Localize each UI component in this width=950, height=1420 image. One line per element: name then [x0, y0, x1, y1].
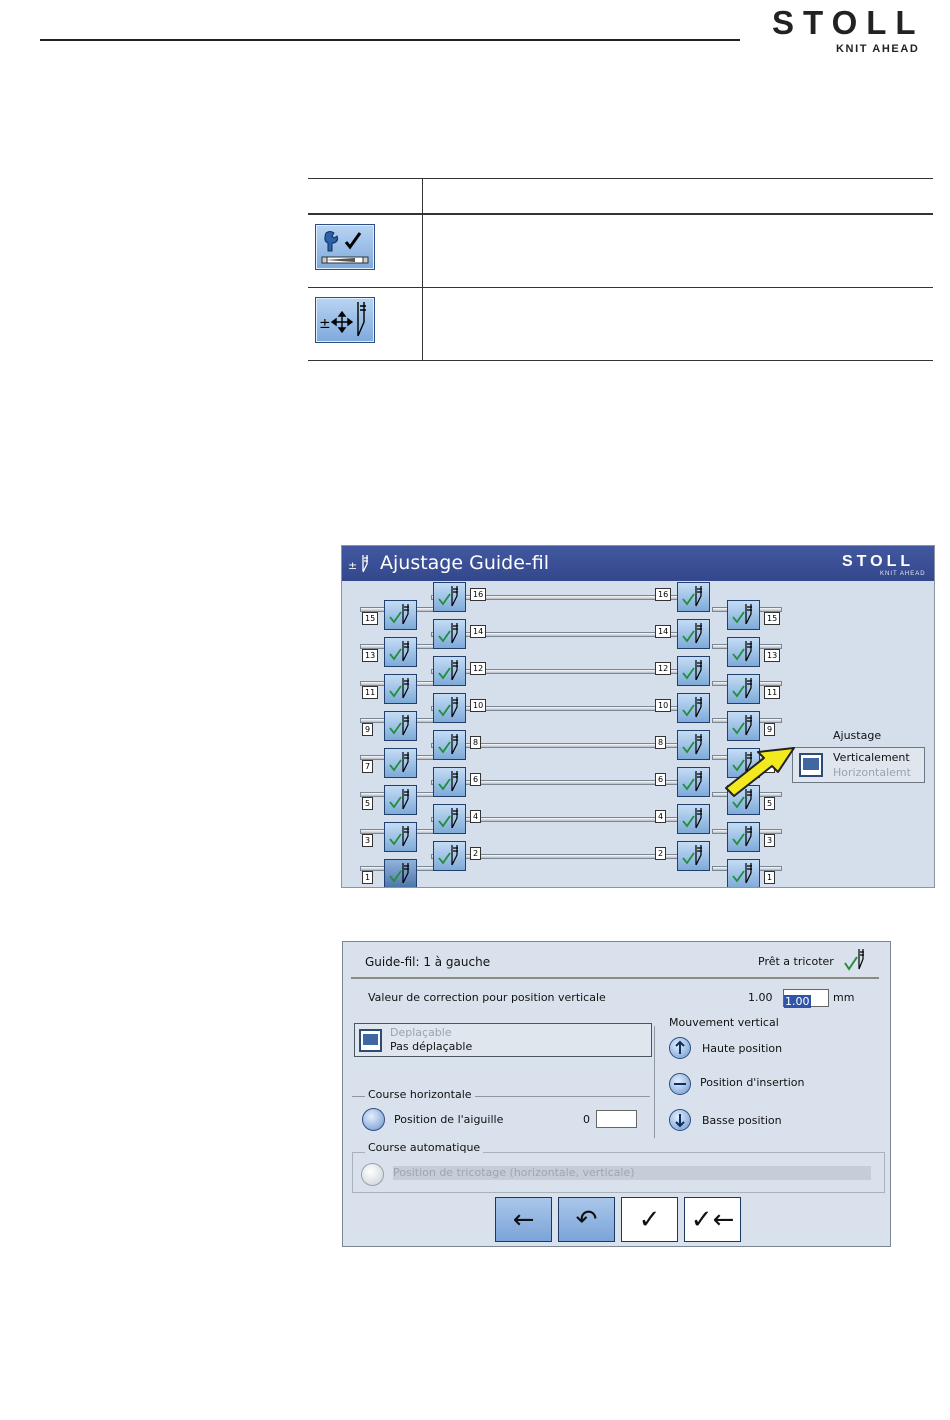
- feeder-number: 16: [655, 588, 671, 601]
- feeder-button[interactable]: [727, 674, 760, 704]
- feeder-rail: [431, 817, 679, 822]
- adjust-option-horizontal: Horizontalemt: [833, 766, 911, 779]
- movable-option-active: Pas déplaçable: [390, 1040, 473, 1053]
- feeder-number: 6: [655, 773, 666, 786]
- feeder-button[interactable]: [727, 637, 760, 667]
- vertical-group-border: [654, 1026, 655, 1138]
- feeder-button[interactable]: [433, 767, 466, 797]
- feeder-button[interactable]: [727, 600, 760, 630]
- needle-position-value: 0: [583, 1113, 590, 1126]
- feeder-number: 10: [655, 699, 671, 712]
- correction-current-value: 1.00: [748, 991, 773, 1004]
- feeder-button[interactable]: [677, 804, 710, 834]
- adjust-confirm-icon: [315, 224, 375, 270]
- feeder-button[interactable]: [433, 656, 466, 686]
- feeder-number: 6: [470, 773, 481, 786]
- feeder-button[interactable]: [384, 859, 417, 888]
- toggle-switch-icon: [799, 753, 823, 777]
- vertical-low-label: Basse position: [702, 1114, 782, 1127]
- stoll-logo: STOLL: [772, 4, 925, 41]
- feeder-number: 11: [362, 686, 378, 699]
- feeder-button[interactable]: [384, 637, 417, 667]
- correction-input[interactable]: [783, 989, 829, 1007]
- movable-toggle[interactable]: [354, 1023, 652, 1057]
- feeder-number: 4: [655, 810, 666, 823]
- feeder-app-icon: [348, 553, 372, 575]
- svg-text:±: ±: [319, 316, 331, 332]
- vertical-insert-label: Position d'insertion: [700, 1076, 805, 1089]
- svg-text:±: ±: [348, 559, 358, 572]
- title-separator: [351, 977, 879, 979]
- vertical-high-label: Haute position: [702, 1042, 783, 1055]
- feeder-button[interactable]: [727, 822, 760, 852]
- feeder-button[interactable]: [433, 619, 466, 649]
- needle-position-label: Position de l'aiguille: [394, 1113, 504, 1126]
- feeder-number: 13: [362, 649, 378, 662]
- feeder-rail: [431, 632, 679, 637]
- horizontal-group-label: Course horizontale: [365, 1088, 475, 1101]
- feeder-button[interactable]: [433, 730, 466, 760]
- adjust-option-vertical: Verticalement: [833, 751, 910, 764]
- feeder-button[interactable]: [433, 693, 466, 723]
- adjust-direction-toggle[interactable]: [792, 747, 925, 783]
- feeder-button[interactable]: [727, 711, 760, 741]
- feeder-number: 8: [470, 736, 481, 749]
- adjust-group-label: Ajustage: [833, 729, 882, 742]
- undo-button[interactable]: ↶: [558, 1197, 615, 1242]
- auto-option-label: Position de tricotage (horizontale, verticale): [393, 1166, 871, 1180]
- feeder-button[interactable]: [433, 804, 466, 834]
- feeder-button[interactable]: [384, 711, 417, 741]
- feeder-number: 3: [764, 834, 775, 847]
- feeder-button[interactable]: [677, 656, 710, 686]
- feeder-number: 15: [362, 612, 378, 625]
- feeder-number: 8: [655, 736, 666, 749]
- feeder-number: 11: [764, 686, 780, 699]
- feeder-number: 14: [470, 625, 486, 638]
- feeder-number: 14: [655, 625, 671, 638]
- feeder-button[interactable]: [677, 841, 710, 871]
- feeder-number: 12: [470, 662, 486, 675]
- back-button[interactable]: ←: [495, 1197, 552, 1242]
- feeder-number: 3: [362, 834, 373, 847]
- feeder-rail: [431, 854, 679, 859]
- feeder-rail: [431, 706, 679, 711]
- feeder-detail-dialog: [342, 941, 891, 1247]
- feeder-button[interactable]: [677, 619, 710, 649]
- pointer-arrow-icon: [722, 742, 802, 802]
- feeder-button[interactable]: [433, 841, 466, 871]
- title-bar: [342, 546, 934, 581]
- table-row-rule: [308, 287, 933, 288]
- dialog-title: Guide-fil: 1 à gauche: [365, 955, 491, 969]
- stoll-logo-tagline: KNIT AHEAD: [836, 43, 920, 55]
- feeder-number: 12: [655, 662, 671, 675]
- feeder-number: 4: [470, 810, 481, 823]
- correction-input-value: 1.00: [785, 995, 810, 1008]
- feeder-number: 16: [470, 588, 486, 601]
- status-text: Prêt a tricoter: [758, 955, 834, 968]
- feeder-button[interactable]: [384, 674, 417, 704]
- feeder-button[interactable]: [384, 748, 417, 778]
- feeder-number: 2: [655, 847, 666, 860]
- correction-label: Valeur de correction pour position verticale: [368, 991, 606, 1004]
- radio-cylinder-icon: [362, 1108, 385, 1131]
- feeder-number: 15: [764, 612, 780, 625]
- feeder-number: 9: [764, 723, 775, 736]
- confirm-button[interactable]: ✓: [621, 1197, 678, 1242]
- feeder-rail: [431, 743, 679, 748]
- feeder-button[interactable]: [677, 693, 710, 723]
- feeder-status-icon: [841, 947, 867, 975]
- table-bottom-rule: [308, 360, 933, 361]
- needle-position-input[interactable]: [596, 1110, 637, 1128]
- feeder-number: 10: [470, 699, 486, 712]
- stoll-logo-tagline: KNIT AHEAD: [880, 571, 926, 577]
- move-feeder-icon: [315, 297, 375, 343]
- feeder-button[interactable]: [677, 730, 710, 760]
- confirm-back-button[interactable]: ✓←: [684, 1197, 741, 1242]
- feeder-button[interactable]: [727, 859, 760, 888]
- stoll-logo: STOLL: [842, 553, 915, 570]
- feeder-number: 1: [362, 871, 373, 884]
- feeder-button[interactable]: [384, 785, 417, 815]
- feeder-number: 13: [764, 649, 780, 662]
- feeder-number: 5: [362, 797, 373, 810]
- feeder-rail: [431, 595, 679, 600]
- feeder-rail: [431, 780, 679, 785]
- feeder-button[interactable]: [677, 767, 710, 797]
- feeder-button[interactable]: [677, 582, 710, 612]
- header-rule: [40, 39, 740, 41]
- toggle-switch-icon: [359, 1029, 382, 1052]
- minus-icon: [669, 1073, 691, 1095]
- feeder-rail: [431, 669, 679, 674]
- table-top-rule: [308, 178, 933, 179]
- correction-unit: mm: [833, 991, 855, 1004]
- radio-cylinder-icon: [361, 1163, 384, 1186]
- movable-option-inactive: Deplaçable: [390, 1026, 452, 1039]
- window-title: Ajustage Guide-fil: [380, 552, 549, 574]
- table-header-rule: [308, 213, 933, 215]
- feeder-number: 1: [764, 871, 775, 884]
- feeder-number: 2: [470, 847, 481, 860]
- vertical-group-label: Mouvement vertical: [669, 1016, 779, 1029]
- feeder-button[interactable]: [433, 582, 466, 612]
- arrow-down-icon: [669, 1109, 691, 1131]
- feeder-button[interactable]: [384, 822, 417, 852]
- feeder-number: 5: [764, 797, 775, 810]
- arrow-up-icon: [669, 1037, 691, 1059]
- table-column-rule: [422, 178, 423, 360]
- feeder-button[interactable]: [384, 600, 417, 630]
- feeder-adjust-screen: [341, 545, 935, 888]
- feeder-number: 7: [362, 760, 373, 773]
- feeder-number: 9: [362, 723, 373, 736]
- auto-group-label: Course automatique: [365, 1141, 483, 1154]
